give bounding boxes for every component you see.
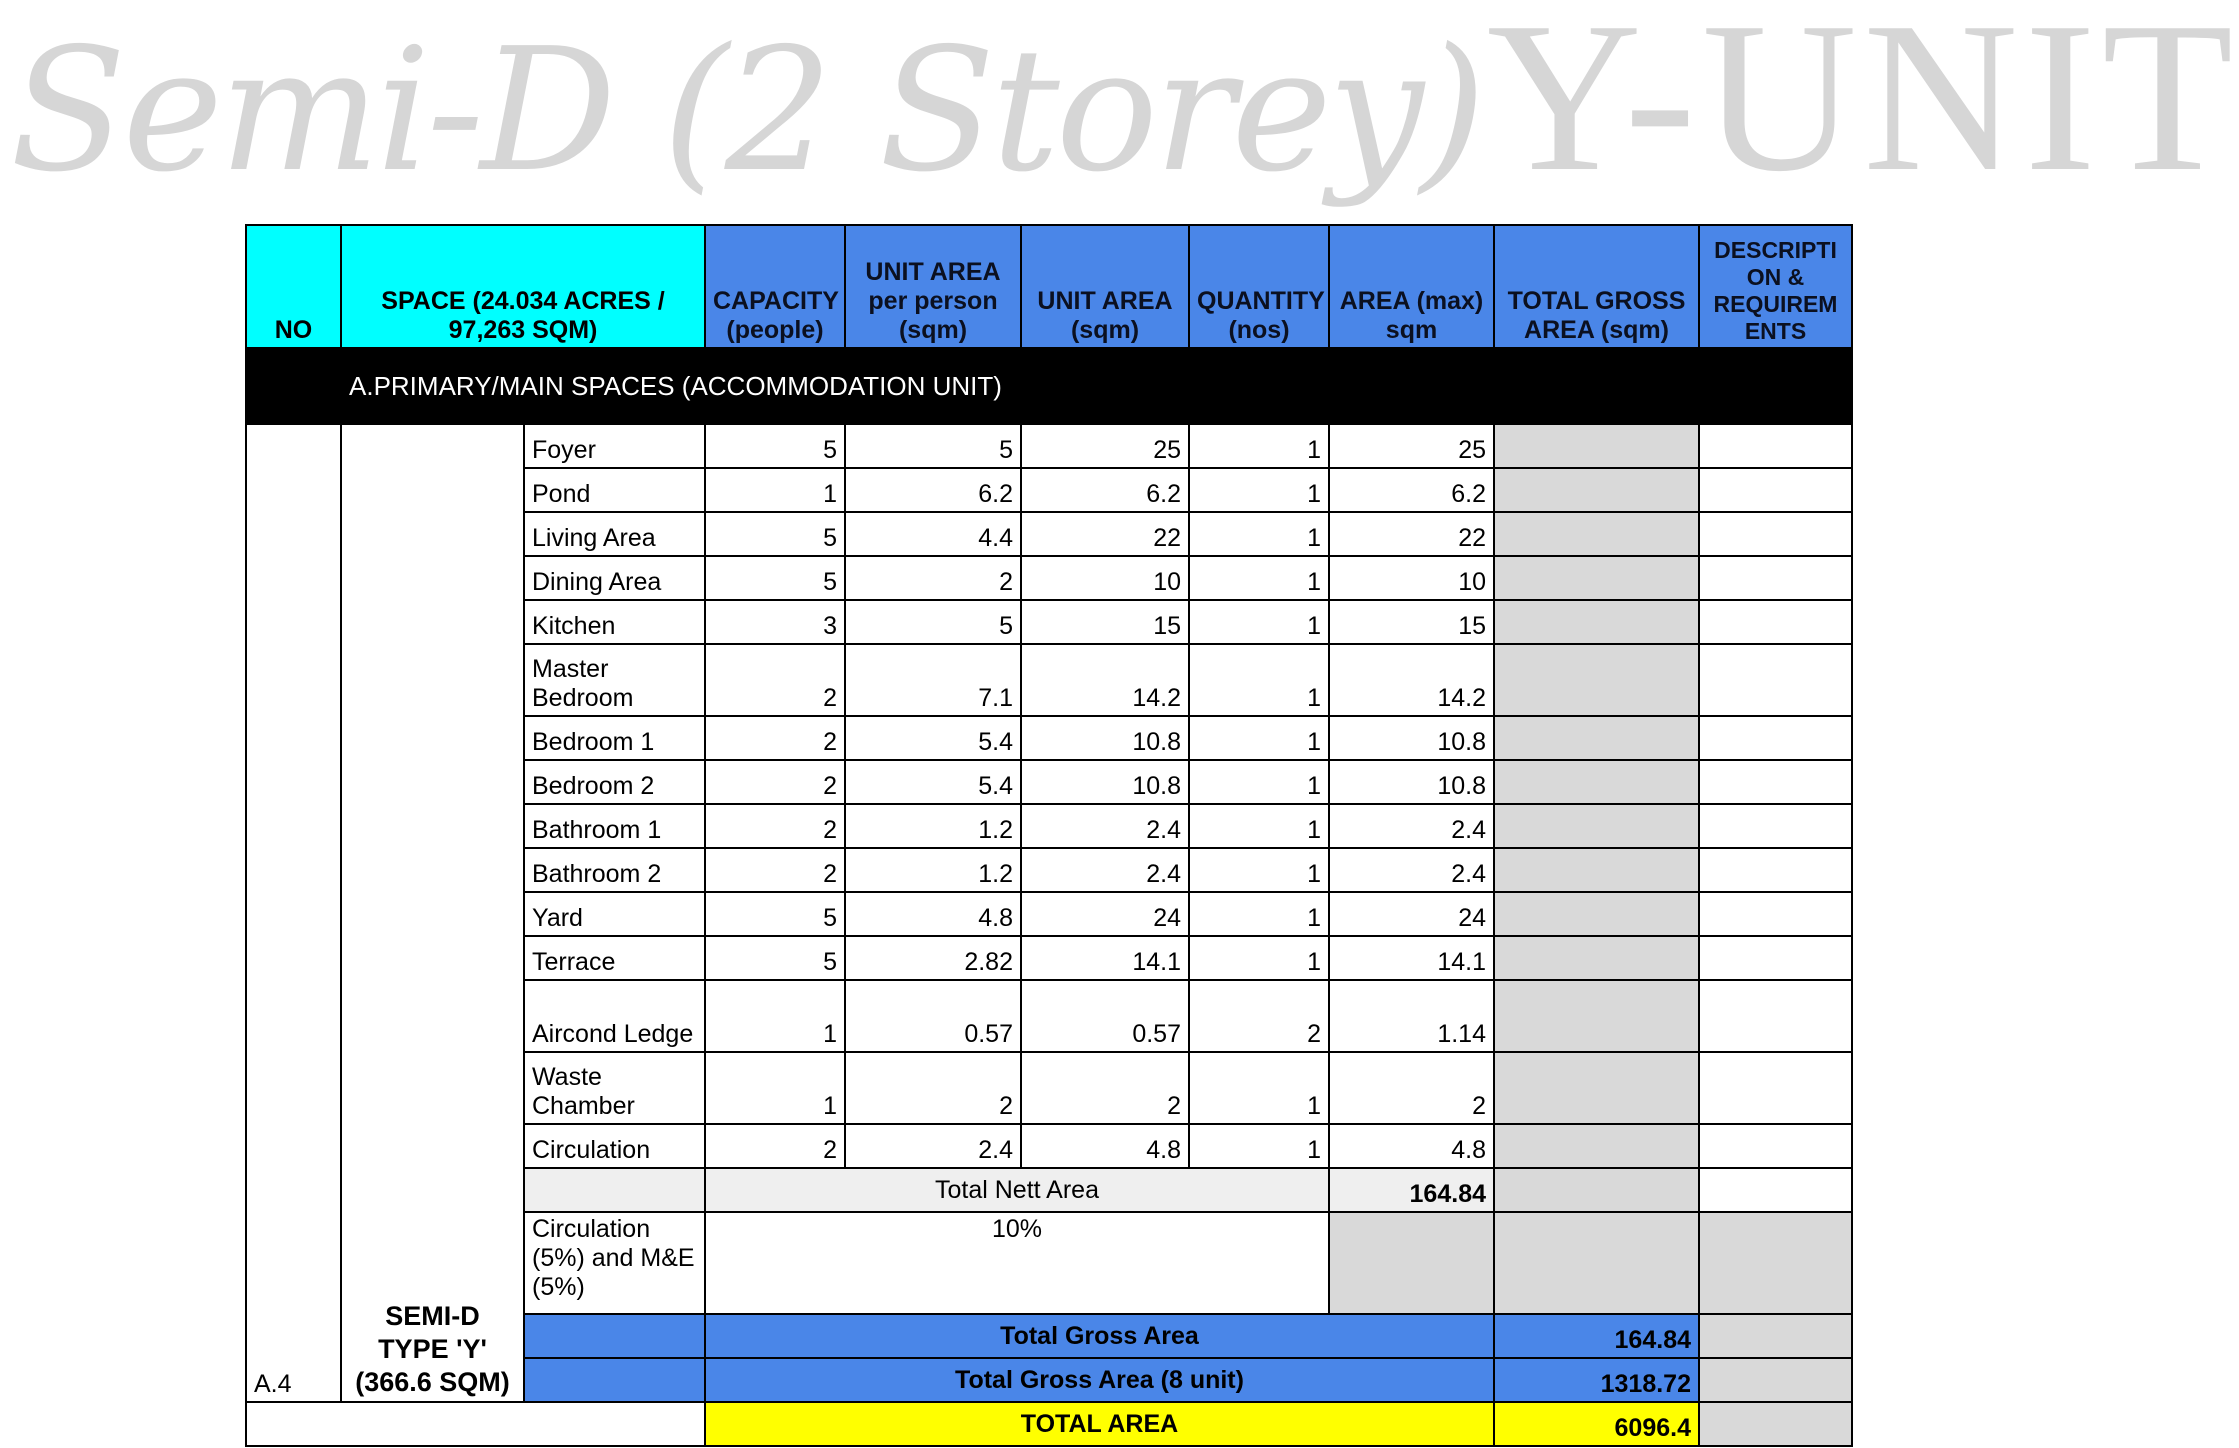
quantity-cell: 1 [1189, 936, 1329, 980]
capacity-cell: 5 [705, 424, 845, 468]
capacity-cell: 2 [705, 716, 845, 760]
capacity-cell: 1 [705, 980, 845, 1052]
capacity-cell: 5 [705, 556, 845, 600]
section-filler [1021, 348, 1852, 424]
header-total-gross: TOTAL GROSS AREA (sqm) [1494, 225, 1699, 348]
quantity-cell: 1 [1189, 716, 1329, 760]
space-name: Dining Area [524, 556, 705, 600]
nett-value: 164.84 [1329, 1168, 1494, 1212]
total-gross-cell [1494, 936, 1699, 980]
capacity-cell: 2 [705, 848, 845, 892]
area-max-cell: 6.2 [1329, 468, 1494, 512]
capacity-cell: 5 [705, 512, 845, 556]
gross-value: 164.84 [1494, 1314, 1699, 1358]
gross-desc-cell [1699, 1314, 1852, 1358]
total-gross-cell [1494, 980, 1699, 1052]
nett-label: Total Nett Area [705, 1168, 1329, 1212]
gross-label: Total Gross Area [705, 1314, 1494, 1358]
quantity-cell: 1 [1189, 512, 1329, 556]
area-max-cell: 15 [1329, 600, 1494, 644]
total-desc-cell [1699, 1402, 1852, 1446]
unit-area-cell: 15 [1021, 600, 1189, 644]
total-gross-cell [1494, 556, 1699, 600]
total-gross-cell [1494, 1052, 1699, 1124]
space-name: Bathroom 2 [524, 848, 705, 892]
section-title: A.PRIMARY/MAIN SPACES (ACCOMMODATION UNIT) [341, 348, 1021, 424]
total-gross-cell [1494, 600, 1699, 644]
header-no: NO [246, 225, 341, 348]
space-name: Terrace [524, 936, 705, 980]
header-capacity: CAPACITY (people) [705, 225, 845, 348]
capacity-cell: 2 [705, 760, 845, 804]
total-gross-cell [1494, 848, 1699, 892]
header-area-max: AREA (max) sqm [1329, 225, 1494, 348]
area-schedule-table [245, 224, 1853, 1447]
unit-area-cell: 25 [1021, 424, 1189, 468]
title-script: Semi-D (2 Storey) [10, 12, 1483, 210]
quantity-cell: 1 [1189, 600, 1329, 644]
unit-area-pp-cell: 6.2 [845, 468, 1021, 512]
unit-area-cell: 2.4 [1021, 848, 1189, 892]
area-max-cell: 14.2 [1329, 644, 1494, 716]
total-gross-cell [1494, 644, 1699, 716]
header-row [246, 225, 1852, 348]
unit-area-pp-cell: 5 [845, 600, 1021, 644]
capacity-cell: 2 [705, 644, 845, 716]
total-gross-cell [1494, 716, 1699, 760]
area-max-cell: 24 [1329, 892, 1494, 936]
description-cell [1699, 1052, 1852, 1124]
quantity-cell: 2 [1189, 980, 1329, 1052]
unit-area-cell: 22 [1021, 512, 1189, 556]
unit-area-pp-cell: 7.1 [845, 644, 1021, 716]
description-cell [1699, 716, 1852, 760]
description-cell [1699, 760, 1852, 804]
area-max-cell: 2.4 [1329, 804, 1494, 848]
unit-area-pp-cell: 0.57 [845, 980, 1021, 1052]
unit-area-pp-cell: 5 [845, 424, 1021, 468]
capacity-cell: 2 [705, 1124, 845, 1168]
unit-area-cell: 4.8 [1021, 1124, 1189, 1168]
space-name: Bedroom 2 [524, 760, 705, 804]
unit-area-cell: 14.2 [1021, 644, 1189, 716]
unit-area-pp-cell: 5.4 [845, 760, 1021, 804]
area-max-cell: 22 [1329, 512, 1494, 556]
nett-blank [524, 1168, 705, 1212]
capacity-cell: 5 [705, 892, 845, 936]
unit-area-pp-cell: 5.4 [845, 716, 1021, 760]
space-name: Kitchen [524, 600, 705, 644]
area-max-cell: 10 [1329, 556, 1494, 600]
area-max-cell: 10.8 [1329, 760, 1494, 804]
quantity-cell: 1 [1189, 468, 1329, 512]
unit-area-cell: 10.8 [1021, 760, 1189, 804]
description-cell [1699, 848, 1852, 892]
space-name: Aircond Ledge [524, 980, 705, 1052]
gross8-desc-cell [1699, 1358, 1852, 1402]
total-gross-cell [1494, 804, 1699, 848]
space-name: Pond [524, 468, 705, 512]
space-name: Circulation [524, 1124, 705, 1168]
capacity-cell: 3 [705, 600, 845, 644]
unit-area-cell: 24 [1021, 892, 1189, 936]
total-gross-cell [1494, 512, 1699, 556]
title-serif: Y-UNIT [1486, 0, 2239, 216]
page-title [10, 0, 2239, 216]
gross8-label: Total Gross Area (8 unit) [705, 1358, 1494, 1402]
circ-label: Circulation (5%) and M&E (5%) [524, 1212, 705, 1314]
description-cell [1699, 936, 1852, 980]
space-name: Waste Chamber [524, 1052, 705, 1124]
unit-area-cell: 6.2 [1021, 468, 1189, 512]
description-cell [1699, 468, 1852, 512]
header-unit-area: UNIT AREA (sqm) [1021, 225, 1189, 348]
description-cell [1699, 512, 1852, 556]
area-max-cell: 4.8 [1329, 1124, 1494, 1168]
description-cell [1699, 644, 1852, 716]
capacity-cell: 1 [705, 1052, 845, 1124]
capacity-cell: 2 [705, 804, 845, 848]
unit-area-cell: 14.1 [1021, 936, 1189, 980]
description-cell [1699, 600, 1852, 644]
unit-area-cell: 0.57 [1021, 980, 1189, 1052]
area-max-cell: 2.4 [1329, 848, 1494, 892]
gross-blank [524, 1314, 705, 1358]
unit-area-pp-cell: 2.82 [845, 936, 1021, 980]
total-gross-cell [1494, 892, 1699, 936]
section-no-cell [246, 348, 341, 424]
quantity-cell: 1 [1189, 1052, 1329, 1124]
description-cell [1699, 892, 1852, 936]
total-blank [246, 1402, 705, 1446]
unit-area-cell: 10 [1021, 556, 1189, 600]
quantity-cell: 1 [1189, 892, 1329, 936]
description-cell [1699, 424, 1852, 468]
area-max-cell: 2 [1329, 1052, 1494, 1124]
space-name: Bathroom 1 [524, 804, 705, 848]
unit-area-pp-cell: 1.2 [845, 848, 1021, 892]
quantity-cell: 1 [1189, 556, 1329, 600]
total-gross-cell [1494, 760, 1699, 804]
circ-desc-cell [1699, 1212, 1852, 1314]
area-max-cell: 10.8 [1329, 716, 1494, 760]
header-unit-area-per-person: UNIT AREA per person (sqm) [845, 225, 1021, 348]
quantity-cell: 1 [1189, 424, 1329, 468]
quantity-cell: 1 [1189, 804, 1329, 848]
quantity-cell: 1 [1189, 644, 1329, 716]
space-name: Bedroom 1 [524, 716, 705, 760]
unit-area-pp-cell: 1.2 [845, 804, 1021, 848]
total-value: 6096.4 [1494, 1402, 1699, 1446]
total-gross-cell [1494, 1124, 1699, 1168]
description-cell [1699, 556, 1852, 600]
unit-area-pp-cell: 2 [845, 1052, 1021, 1124]
total-area-row [246, 1402, 1852, 1446]
description-cell [1699, 804, 1852, 848]
space-name: Yard [524, 892, 705, 936]
unit-area-pp-cell: 4.8 [845, 892, 1021, 936]
header-quantity: QUANTITY (nos) [1189, 225, 1329, 348]
unit-area-cell: 2 [1021, 1052, 1189, 1124]
group-no: A.4 [246, 424, 341, 1402]
group-name: SEMI-D TYPE 'Y' (366.6 SQM) [341, 424, 524, 1402]
area-max-cell: 1.14 [1329, 980, 1494, 1052]
unit-area-pp-cell: 2 [845, 556, 1021, 600]
gross8-value: 1318.72 [1494, 1358, 1699, 1402]
section-row [246, 348, 1852, 424]
capacity-cell: 5 [705, 936, 845, 980]
circ-area-cell [1329, 1212, 1494, 1314]
area-max-cell: 25 [1329, 424, 1494, 468]
gross8-blank [524, 1358, 705, 1402]
space-name: Foyer [524, 424, 705, 468]
quantity-cell: 1 [1189, 1124, 1329, 1168]
nett-gross-cell [1494, 1168, 1699, 1212]
header-description: DESCRIPTI ON & REQUIREM ENTS [1699, 225, 1852, 348]
unit-area-pp-cell: 2.4 [845, 1124, 1021, 1168]
quantity-cell: 1 [1189, 848, 1329, 892]
total-label: TOTAL AREA [705, 1402, 1494, 1446]
nett-desc-cell [1699, 1168, 1852, 1212]
circ-gross-cell [1494, 1212, 1699, 1314]
unit-area-cell: 2.4 [1021, 804, 1189, 848]
capacity-cell: 1 [705, 468, 845, 512]
area-max-cell: 14.1 [1329, 936, 1494, 980]
space-name: Living Area [524, 512, 705, 556]
total-gross-cell [1494, 468, 1699, 512]
quantity-cell: 1 [1189, 760, 1329, 804]
description-cell [1699, 980, 1852, 1052]
description-cell [1699, 1124, 1852, 1168]
space-name: Master Bedroom [524, 644, 705, 716]
unit-area-cell: 10.8 [1021, 716, 1189, 760]
unit-area-pp-cell: 4.4 [845, 512, 1021, 556]
header-space: SPACE (24.034 ACRES / 97,263 SQM) [341, 225, 705, 348]
circ-value: 10% [705, 1212, 1329, 1314]
total-gross-cell [1494, 424, 1699, 468]
table-row [246, 424, 1852, 468]
